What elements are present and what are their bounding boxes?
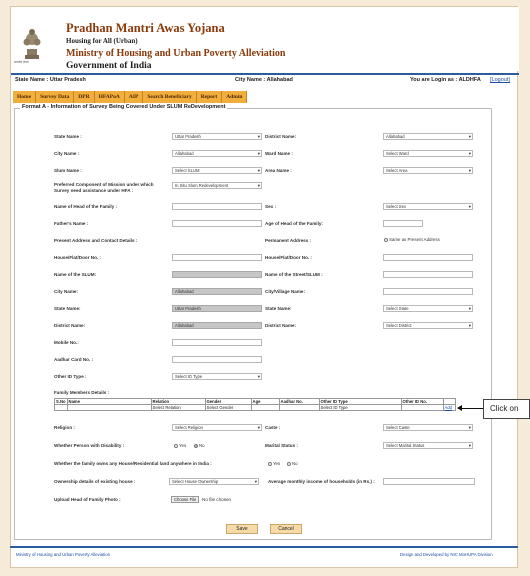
- site-title: Pradhan Mantri Awas Yojana: [66, 21, 225, 35]
- family-input-row: [55, 405, 456, 411]
- aadhar-input[interactable]: [172, 356, 262, 363]
- house-owned-no-text: No: [292, 461, 298, 466]
- district3-label: District Name:: [265, 323, 297, 328]
- other-id-select[interactable]: Select ID Type ▾: [172, 373, 262, 380]
- family-name-input[interactable]: [67, 405, 151, 411]
- government-name: Government of India: [66, 61, 152, 71]
- col-other-id-no: Other ID No.: [401, 399, 443, 405]
- family-id-no-input[interactable]: [401, 405, 443, 411]
- age-label: Age of Head of the Family:: [265, 221, 323, 226]
- family-sno-cell: [55, 405, 68, 411]
- col-name: Name: [67, 399, 151, 405]
- village-label: City/Village Name:: [265, 289, 305, 294]
- menu-aip[interactable]: AIP: [125, 91, 143, 103]
- disability-no-text: No: [199, 443, 205, 448]
- session-bar: [11, 73, 519, 85]
- menu-search-beneficiary[interactable]: Search Beneficiary: [143, 91, 196, 103]
- head-name-input[interactable]: [172, 203, 262, 210]
- city2-input: Allahabad: [172, 288, 262, 295]
- head-name-label: Name of Head of the Family :: [54, 204, 118, 209]
- same-address-radio[interactable]: [384, 238, 388, 242]
- site-header: [11, 7, 519, 71]
- father-name-input[interactable]: [172, 220, 262, 227]
- fieldset-legend: Format A - Information of Survey Being Covered Under SLUM ReDevelopment: [22, 104, 226, 110]
- footer-credit: Design and Developed by NIC MoHUPA Division: [400, 552, 493, 557]
- family-relation-select[interactable]: Select Relation: [151, 405, 205, 411]
- slum-label: Slum Name :: [54, 168, 82, 173]
- disability-yes-radio[interactable]: [174, 444, 178, 448]
- login-text: You are Login as : ALDHFA: [410, 77, 481, 83]
- city2-label: City Name:: [54, 289, 78, 294]
- state-name-text: State Name : Uttar Pradesh: [15, 77, 86, 83]
- callout-arrow: [458, 408, 483, 409]
- slum-name-label: Name of the SLUM:: [54, 272, 97, 277]
- ward-select[interactable]: Select Ward ▾: [383, 150, 473, 157]
- district3-select[interactable]: Select District ▾: [383, 322, 473, 329]
- state-select[interactable]: Uttar Pradesh ▾: [172, 133, 262, 140]
- aadhar-label: Aadhar Card No. :: [54, 357, 94, 362]
- city-name-text: City Name : Allahabad: [235, 77, 293, 83]
- family-age-input[interactable]: [251, 405, 279, 411]
- house-owned-no-radio[interactable]: [287, 462, 291, 466]
- state2-input: Uttar Pradesh: [172, 305, 262, 312]
- mobile-input[interactable]: [172, 339, 262, 346]
- disability-yes-text: Yes: [179, 443, 187, 448]
- sex-select[interactable]: Select Sex ▾: [383, 203, 473, 210]
- city-select[interactable]: Allahabad ▾: [172, 150, 262, 157]
- menu-hfapoa[interactable]: HFAPoA: [95, 91, 125, 103]
- area-select[interactable]: Select Area ▾: [383, 167, 473, 174]
- no-file-text: No file chosen: [202, 497, 232, 502]
- district2-input: Allahabad: [172, 322, 262, 329]
- village-input[interactable]: [383, 288, 473, 295]
- sex-label: Sex :: [265, 204, 276, 209]
- city-label: City Name :: [54, 151, 80, 156]
- present-address-label: Present Address and Contact Details :: [54, 238, 138, 243]
- ownership-label: Ownership details of existing house :: [54, 479, 136, 484]
- state2-label: State Name:: [54, 306, 81, 311]
- family-gender-select[interactable]: Select Gender: [205, 405, 251, 411]
- caste-select[interactable]: Select Caste ▾: [383, 424, 473, 431]
- site-footer: [10, 546, 518, 562]
- state-label: State Name :: [54, 134, 82, 139]
- footer-ministry: Ministry of Housing and Urban Poverty Alleviation: [16, 552, 111, 557]
- house-owned-yes-option[interactable]: [268, 461, 280, 466]
- age-input[interactable]: [383, 220, 423, 227]
- disability-no-radio[interactable]: [194, 444, 198, 448]
- disability-no-option[interactable]: [194, 443, 205, 448]
- menu-admin[interactable]: Admin: [222, 91, 247, 103]
- income-label: Average monthly income of households (in Rs.) :: [268, 479, 375, 484]
- cancel-button[interactable]: Cancel: [270, 524, 302, 534]
- house-owned-no-option[interactable]: [287, 461, 298, 466]
- house-owned-label: Whether the family owns any House/Residential land anywhere in India :: [54, 461, 212, 466]
- caste-label: Caste :: [265, 425, 281, 430]
- menu-survey-data[interactable]: Survey Data: [36, 91, 74, 103]
- state3-select[interactable]: Select State ▾: [383, 305, 473, 312]
- component-label: Preferred Component of Mission under which Survey need assistance under HFA :: [54, 182, 154, 193]
- street-input[interactable]: [383, 271, 473, 278]
- disability-yes-option[interactable]: [174, 443, 186, 448]
- other-id-label: Other ID Type :: [54, 374, 87, 379]
- house-no-input[interactable]: [172, 254, 262, 261]
- col-sno: S.No: [56, 399, 66, 404]
- col-aadhar: Aadhar No.: [279, 399, 319, 405]
- family-aadhar-input[interactable]: [279, 405, 319, 411]
- choose-file-button[interactable]: Choose File: [171, 496, 199, 503]
- state3-label: State Name:: [265, 306, 292, 311]
- slum-name-input: [172, 271, 262, 278]
- menu-dpr[interactable]: DPR: [74, 91, 94, 103]
- site-subtitle: Housing for All (Urban): [66, 37, 138, 45]
- area-label: Area Name :: [265, 168, 292, 173]
- col-relation: Relation: [151, 399, 205, 405]
- ownership-select[interactable]: Select House Ownership ▾: [169, 478, 259, 485]
- emblem-caption: सत्यमेव जयते: [14, 60, 29, 64]
- father-name-label: Father's Name :: [54, 221, 89, 226]
- marital-select[interactable]: Select Marital Status ▾: [383, 442, 473, 449]
- house-owned-yes-text: Yes: [273, 461, 281, 466]
- component-select[interactable]: In Situ Slum Redevelopment ▾: [172, 182, 262, 189]
- house-no-label: House/Flat/Door No. :: [54, 255, 101, 260]
- callout-box: Click on: [483, 399, 530, 419]
- add-member-link[interactable]: Add: [443, 405, 455, 411]
- main-menu: [13, 91, 247, 103]
- district-label: District Name:: [265, 134, 297, 139]
- permanent-address-label: Permanent Address :: [265, 238, 312, 243]
- same-address-text: Same as Present Address: [389, 237, 440, 242]
- save-button[interactable]: Save: [226, 524, 258, 534]
- col-other-id-type: Other ID Type: [319, 399, 401, 405]
- perm-house-no-label: House/Flat/Door No. :: [265, 255, 312, 260]
- upload-label: Upload Head of Family Photo :: [54, 497, 121, 502]
- district2-label: District Name:: [54, 323, 86, 328]
- same-address-option[interactable]: [384, 237, 440, 242]
- col-age: Age: [251, 399, 279, 405]
- emblem-icon: [21, 25, 43, 65]
- ward-label: Ward Name :: [265, 151, 293, 156]
- logout-link[interactable]: [Logout]: [490, 77, 510, 83]
- street-label: Name of the Street/SLUM :: [265, 272, 323, 277]
- col-gender: Gender: [205, 399, 251, 405]
- perm-house-no-input[interactable]: [383, 254, 473, 261]
- slum-select[interactable]: Select SLUM ▾: [172, 167, 262, 174]
- disability-label: Whether Person with Disability :: [54, 443, 125, 448]
- menu-report[interactable]: Report: [197, 91, 223, 103]
- marital-label: Marital Status :: [265, 443, 298, 448]
- district-select[interactable]: Allahabad ▾: [383, 133, 473, 140]
- mobile-label: Mobile No.:: [54, 340, 79, 345]
- family-id-type-select[interactable]: Select ID Type: [319, 405, 401, 411]
- income-input[interactable]: [383, 478, 475, 485]
- family-table: [54, 398, 456, 411]
- ministry-name: Ministry of Housing and Urban Poverty Alleviation: [66, 48, 286, 59]
- family-label: Family Members Details :: [54, 390, 110, 395]
- religion-label: Religion :: [54, 425, 75, 430]
- menu-home[interactable]: Home: [13, 91, 36, 103]
- house-owned-yes-radio[interactable]: [268, 462, 272, 466]
- religion-select[interactable]: Select Religion ▾: [172, 424, 262, 431]
